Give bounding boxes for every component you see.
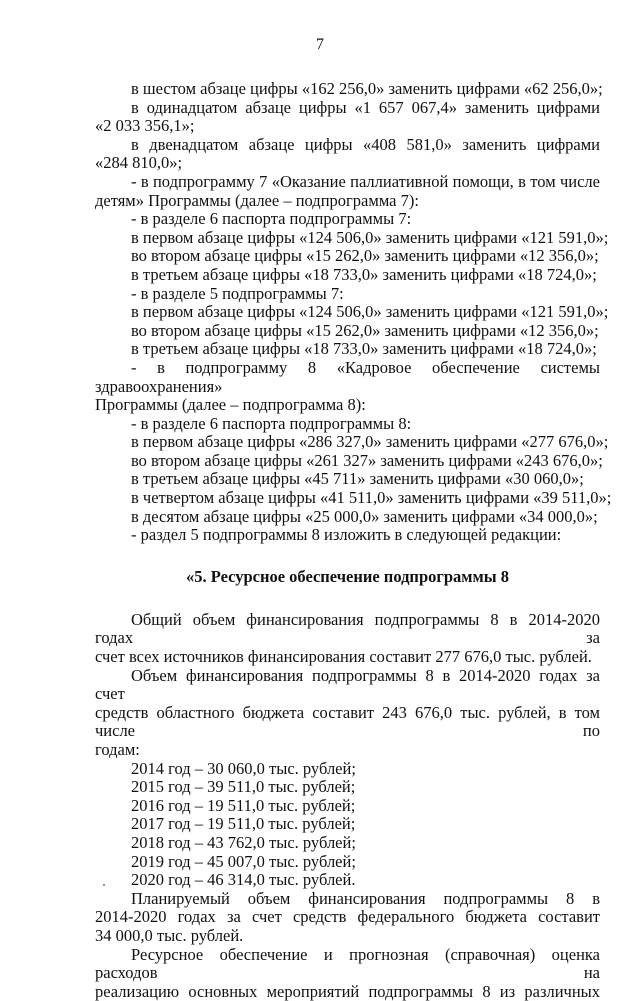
text-line: 2015 год – 39 511,0 тыс. рублей; <box>131 777 356 797</box>
text-line: Программы (далее – подпрограмма 8): <box>95 395 366 415</box>
text-line: 2020 год – 46 314,0 тыс. рублей. <box>131 870 356 890</box>
text-line: в четвертом абзаце цифры «41 511,0» заменить цифрами «39 511,0»; <box>131 488 612 508</box>
text-line: 2019 год – 45 007,0 тыс. рублей; <box>131 851 356 871</box>
text-line: в третьем абзаце цифры «18 733,0» заменить цифрами «18 724,0»; <box>131 339 597 359</box>
text-line: в первом абзаце цифры «124 506,0» заменить цифрами «121 591,0»; <box>131 227 609 247</box>
text-line: в третьем абзаце цифры «45 711» заменить цифрами «30 060,0»; <box>131 469 584 489</box>
amendments-block <box>95 79 612 545</box>
text-line: 2014-2020 годах за счет средств федерального бюджета составит <box>95 907 600 927</box>
text-line: - в разделе 6 паспорта подпрограммы 8: <box>131 413 412 433</box>
text-line: во втором абзаце цифры «261 327» заменить цифрами «243 676,0»; <box>131 450 603 470</box>
text-line: - в подпрограмму 7 «Оказание паллиативной помощи, в том числе <box>131 171 600 191</box>
text-line: Объем финансирования подпрограммы 8 в 2014-2020 годах за счет <box>95 665 600 704</box>
text-line: в шестом абзаце цифры «162 256,0» заменить цифрами «62 256,0»; <box>131 79 603 98</box>
text-line: «284 810,0»; <box>95 153 183 173</box>
text-line: реализацию основных мероприятий подпрограммы 8 из различных <box>95 981 600 1001</box>
scan-speck <box>103 884 105 886</box>
funding-paragraphs <box>95 611 600 760</box>
text-line: 2014 год – 30 060,0 тыс. рублей; <box>131 758 356 778</box>
document-body <box>95 79 612 1001</box>
text-line: - в подпрограмму 8 «Кадровое обеспечение системы здравоохранения» <box>95 357 600 396</box>
text-line: годам: <box>95 740 140 759</box>
text-line: - в разделе 5 подпрограммы 7: <box>131 283 344 303</box>
text-line: во втором абзаце цифры «15 262,0» заменить цифрами «12 356,0»; <box>131 246 599 266</box>
text-line: 2018 год – 43 762,0 тыс. рублей; <box>131 832 356 852</box>
text-line: 2017 год – 19 511,0 тыс. рублей; <box>131 814 356 834</box>
text-line: детям» Программы (далее – подпрограмма 7): <box>95 190 419 210</box>
text-line: Планируемый объем финансирования подпрограммы 8 в <box>131 888 600 908</box>
text-line: в первом абзаце цифры «286 327,0» заменить цифрами «277 676,0»; <box>131 432 609 452</box>
text-line: 34 000,0 тыс. рублей. <box>95 925 244 945</box>
text-line: во втором абзаце цифры «15 262,0» заменить цифрами «12 356,0»; <box>131 320 599 340</box>
text-line: в первом абзаце цифры «124 506,0» заменить цифрами «121 591,0»; <box>131 302 609 322</box>
text-line: 2016 год – 19 511,0 тыс. рублей; <box>131 795 356 815</box>
text-line: в одинадцатом абзаце цифры «1 657 067,4» заменить цифрами <box>131 97 600 117</box>
text-line: - раздел 5 подпрограммы 8 изложить в следующей редакции: <box>131 525 562 545</box>
text-line: средств областного бюджета составит 243 676,0 тыс. рублей, в том числе по <box>95 702 600 741</box>
text-line: Общий объем финансирования подпрограммы 8 в 2014-2020 годах за <box>95 609 600 648</box>
page-number: 7 <box>316 36 324 53</box>
text-line: в двенадцатом абзаце цифры «408 581,0» заменить цифрами <box>131 134 600 154</box>
text-line: Ресурсное обеспечение и прогнозная (справочная) оценка расходов на <box>95 944 600 983</box>
section-heading: «5. Ресурсное обеспечение подпрограммы 8 <box>185 566 510 586</box>
text-line: в третьем абзаце цифры «18 733,0» заменить цифрами «18 724,0»; <box>131 264 597 284</box>
federal-funding-paragraphs <box>95 890 600 1001</box>
text-line: в десятом абзаце цифры «25 000,0» заменить цифрами «34 000,0»; <box>131 506 598 526</box>
text-line: счет всех источников финансирования составит 277 676,0 тыс. рублей. <box>95 647 592 667</box>
yearly-funding-list <box>95 760 600 890</box>
text-line: «2 033 356,1»; <box>95 116 195 136</box>
text-line: - в разделе 6 паспорта подпрограммы 7: <box>131 209 412 229</box>
